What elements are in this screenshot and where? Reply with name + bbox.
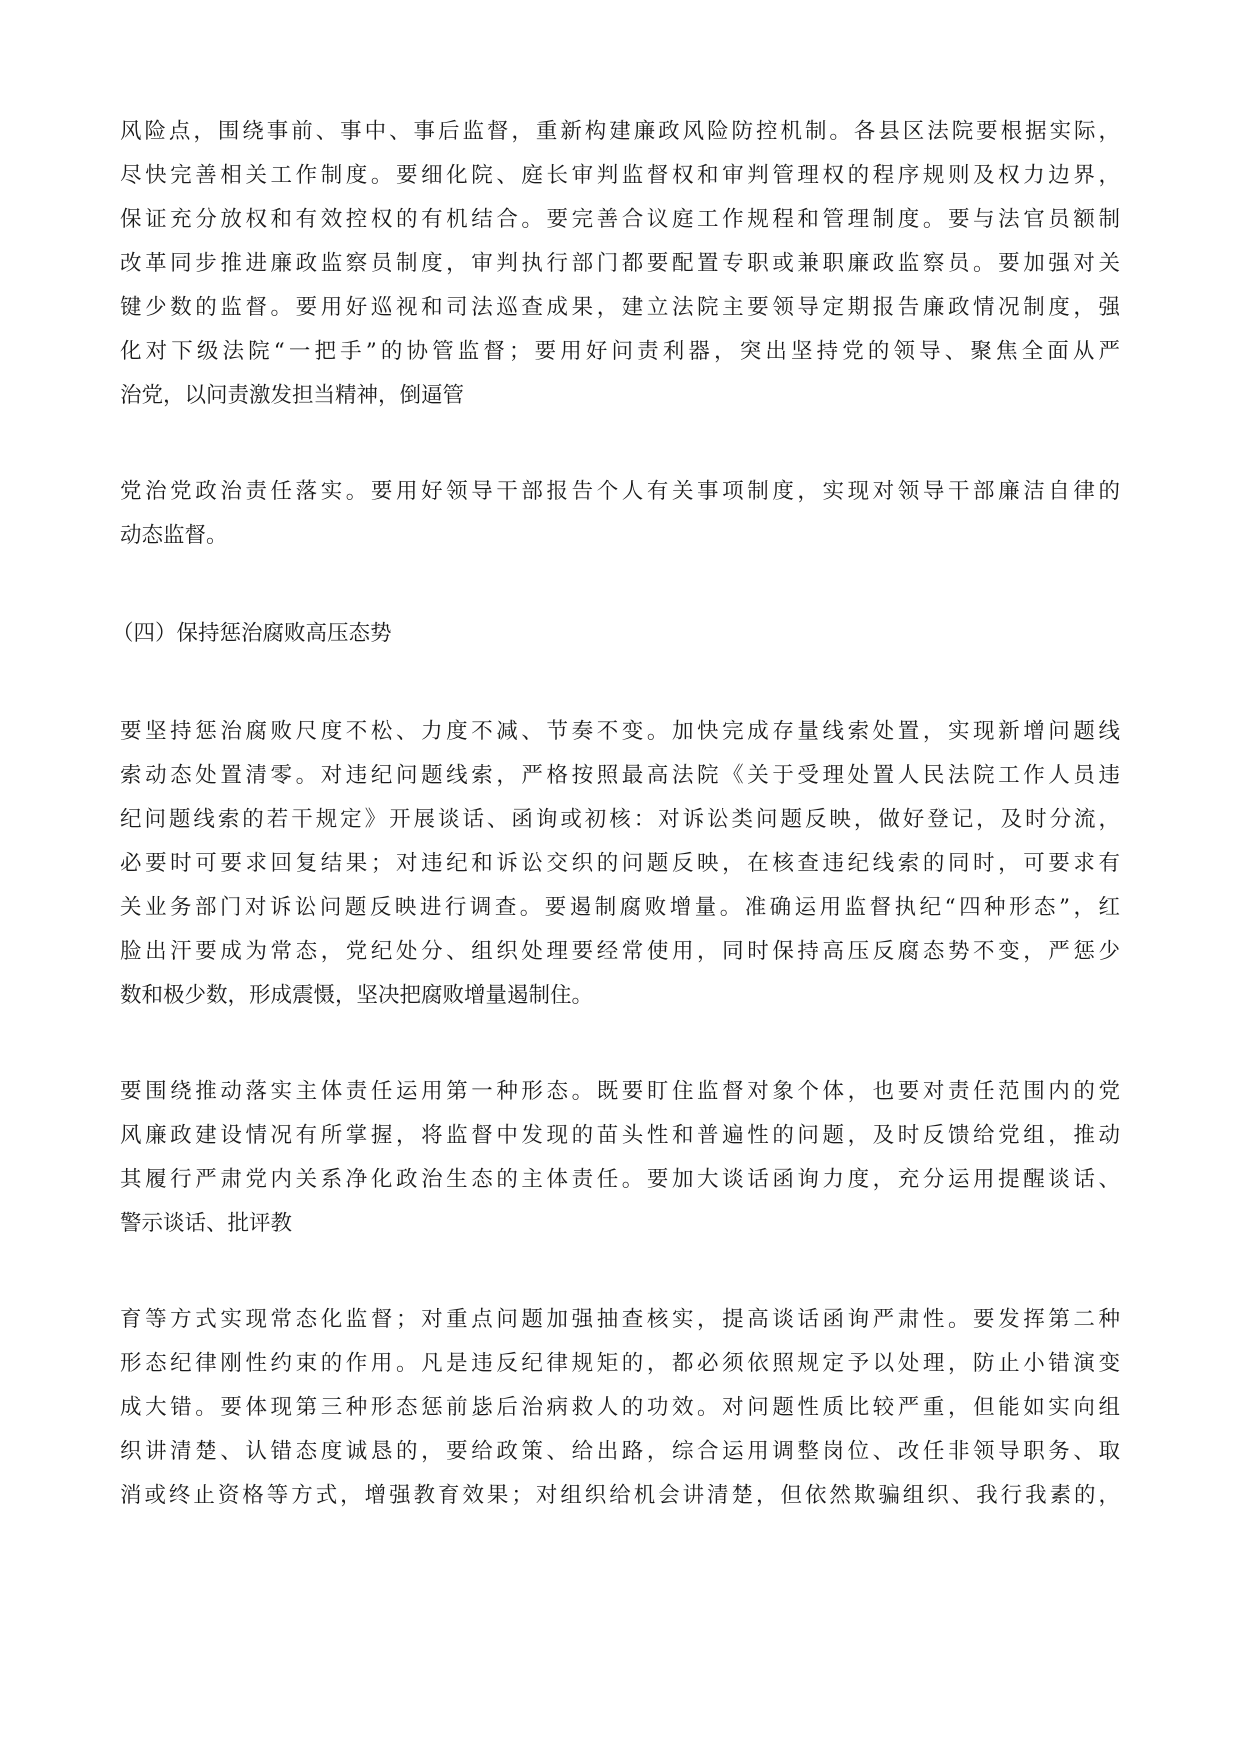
text-line: 关业务部门对诉讼问题反映进行调查。要遏制腐败增量。准确运用监督执纪“四种形态”，红 xyxy=(120,895,1120,920)
text-line: 尽快完善相关工作制度。要细化院、庭长审判监督权和审判管理权的程序规则及权力边界， xyxy=(120,163,1120,188)
paragraph-responsibility xyxy=(120,470,1120,558)
text-line: 要坚持惩治腐败尺度不松、力度不减、节奏不变。加快完成存量线索处置，实现新增问题线 xyxy=(120,719,1120,744)
paragraph-gap xyxy=(120,656,1120,710)
text-line: 纪问题线索的若干规定》开展谈话、函询或初核：对诉讼类问题反映，做好登记，及时分流， xyxy=(120,807,1120,832)
text-line: 改革同步推进廉政监察员制度，审判执行部门都要配置专职或兼职廉政监察员。要加强对关 xyxy=(120,251,1120,276)
text-line: 必要时可要求回复结果；对违纪和诉讼交织的问题反映，在核查违纪线索的同时，可要求有 xyxy=(120,851,1120,876)
text-line: 消或终止资格等方式，增强教育效果；对组织给机会讲清楚，但依然欺骗组织、我行我素的， xyxy=(120,1483,1120,1508)
paragraph-risk-control xyxy=(120,110,1120,418)
text-line: 治党，以问责激发担当精神，倒逼管 xyxy=(120,383,465,408)
text-line: 育等方式实现常态化监督；对重点问题加强抽查核实，提高谈话函询严肃性。要发挥第二种 xyxy=(120,1307,1120,1332)
heading-text: （四）保持惩治腐败高压态势 xyxy=(112,621,392,646)
text-line: 脸出汗要成为常态，党纪处分、组织处理要经常使用，同时保持高压反腐态势不变，严惩少 xyxy=(120,939,1120,964)
text-line: 织讲清楚、认错态度诚恳的，要给政策、给出路，综合运用调整岗位、改任非领导职务、取 xyxy=(120,1439,1120,1464)
paragraph-gap xyxy=(120,558,1120,612)
text-line: 动态监督。 xyxy=(120,523,228,548)
paragraph-gap xyxy=(120,418,1120,470)
paragraph-first-form xyxy=(120,1070,1120,1246)
text-line: 风廉政建设情况有所掌握，将监督中发现的苗头性和普遍性的问题，及时反馈给党组，推动 xyxy=(120,1123,1120,1148)
document-body xyxy=(112,110,1120,1518)
text-line: 保证充分放权和有效控权的有机结合。要完善合议庭工作规程和管理制度。要与法官员额制 xyxy=(120,207,1120,232)
text-line: 索动态处置清零。对违纪问题线索，严格按照最高法院《关于受理处置人民法院工作人员违 xyxy=(120,763,1120,788)
text-line: 成大错。要体现第三种形态惩前毖后治病救人的功效。对问题性质比较严重，但能如实向组 xyxy=(120,1395,1120,1420)
section-heading xyxy=(112,612,1120,656)
paragraph-second-third-form xyxy=(120,1298,1120,1518)
text-line: 要围绕推动落实主体责任运用第一种形态。既要盯住监督对象个体，也要对责任范围内的党 xyxy=(120,1079,1120,1104)
paragraph-gap xyxy=(120,1246,1120,1298)
text-line: 形态纪律刚性约束的作用。凡是违反纪律规矩的，都必须依照规定予以处理，防止小错演变 xyxy=(120,1351,1120,1376)
text-line: 警示谈话、批评教 xyxy=(120,1211,293,1236)
paragraph-punish-corruption xyxy=(120,710,1120,1018)
text-line: 键少数的监督。要用好巡视和司法巡查成果，建立法院主要领导定期报告廉政情况制度，强 xyxy=(120,295,1120,320)
text-line: 数和极少数，形成震慑，坚决把腐败增量遏制住。 xyxy=(120,983,594,1008)
text-line: 风险点，围绕事前、事中、事后监督，重新构建廉政风险防控机制。各县区法院要根据实际， xyxy=(120,119,1120,144)
text-line: 其履行严肃党内关系净化政治生态的主体责任。要加大谈话函询力度，充分运用提醒谈话、 xyxy=(120,1167,1120,1192)
text-line: 化对下级法院“一把手”的协管监督；要用好问责利器，突出坚持党的领导、聚焦全面从严 xyxy=(120,339,1120,364)
paragraph-gap xyxy=(120,1018,1120,1070)
text-line: 党治党政治责任落实。要用好领导干部报告个人有关事项制度，实现对领导干部廉洁自律的 xyxy=(120,479,1120,504)
